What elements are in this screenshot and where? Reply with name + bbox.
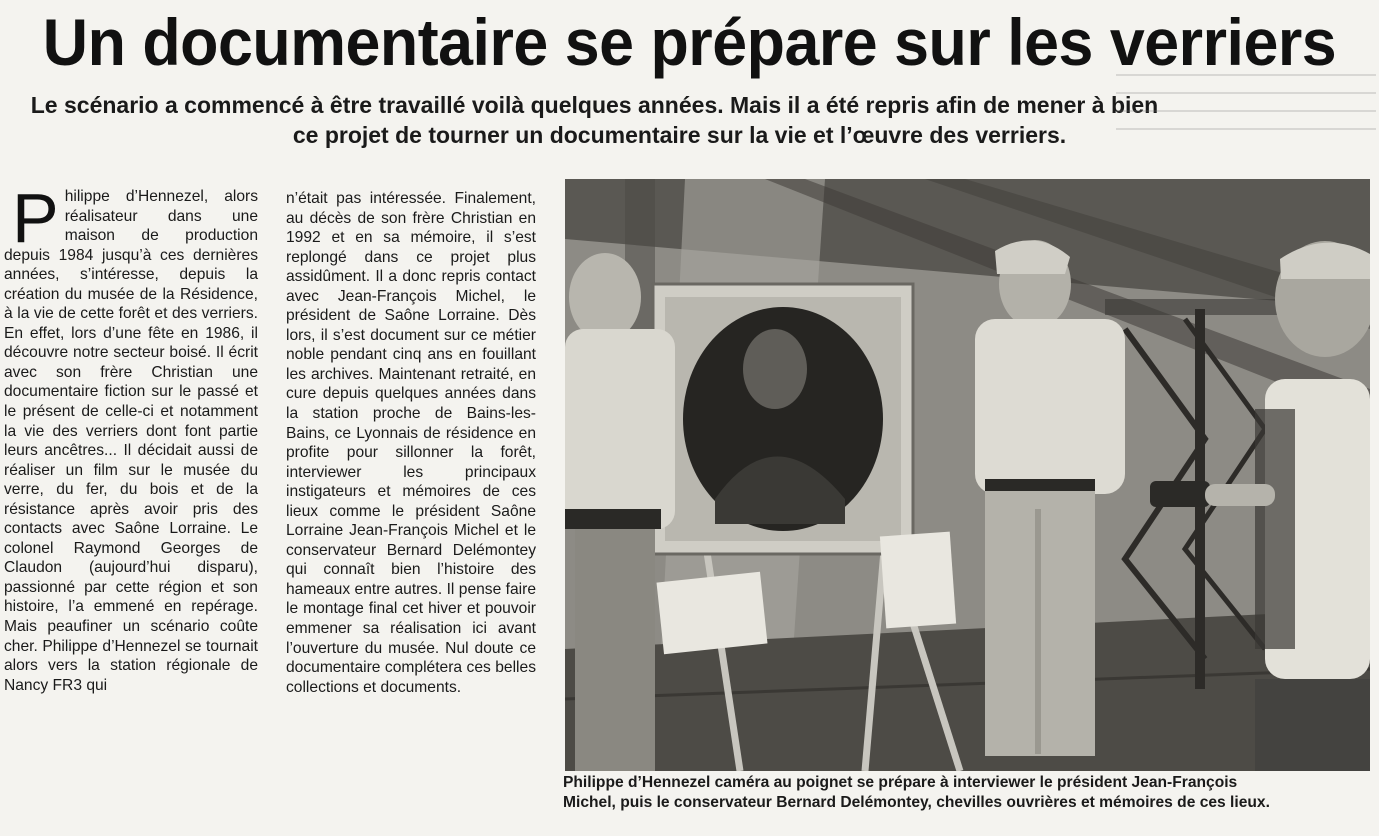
- photo-caption: [563, 773, 1375, 813]
- column-1-text: hilippe d’Hennezel, alors réalisateur dans une maison de production depuis 1984 jusqu’à ces dernières années, s’intéresse, depuis la création du musée de la Résidence, à la vie de cette forêt et des verriers. En effet, lors d’une fête en 1986, il découvre notre secteur boisé. Il écrit avec son frère Christian une documentaire fiction sur le passé et le présent de celle-ci et notamment la vie des verriers dont font partie leurs ancêtres... Il décidait aussi de réaliser un film sur le musée du verre, du fer, du bois et de la résistance après avoir pris des contacts avec Saône Lorraine. Le colonel Raymond Georges de Claudon (aujourd’hui disparu), passionné par cette région et son histoire, l’a emmené en repérage. Mais peaufiner un scénario coûte cher. Philippe d’Hennezel se tournait alors vers la station régionale de Nancy FR3 qui: [4, 188, 258, 694]
- article-column-1: [4, 179, 258, 695]
- bleed-through-texture: [1116, 62, 1376, 172]
- drop-cap: P: [12, 179, 59, 257]
- news-photo: [565, 179, 1370, 771]
- column-2-text: n’était pas intéressée. Finalement, au décès de son frère Christian en 1992 et en sa mémoire, il s’est replongé dans ce projet plus assidûment. Il a donc repris contact avec Jean-François Michel, le président de Saône Lorraine. Dès lors, il s’est document sur ce métier noble pendant cinq ans en fouillant les archives. Maintenant retraité, en cure depuis quelques années dans la station proche de Bains-les-Bains, ce Lyonnais de résidence en profite pour sillonner la forêt, interviewer les principaux instigateurs et mémoires de ces lieux comme le président Saône Lorraine Jean-François Michel et le conservateur Bernard Delémontey qui connaît bien l’histoire des hameaux entre autres. Il pense faire le montage final cet hiver et pouvoir emmener sa réalisation ici avant l’ouverture du musée. Nul doute ce documentaire complétera ces belles collections et documents.: [286, 190, 536, 696]
- article-column-2: [286, 189, 536, 697]
- caption-line-2: Michel, puis le conservateur Bernard Delémontey, chevilles ouvrières et mémoires de ces lieux.: [563, 794, 1270, 811]
- deck-line-1: Le scénario a commencé à être travaillé voilà quelques années. Mais il a été repris afin de mener à bien: [30, 92, 1159, 118]
- deck-line-2: ce projet de tourner un documentaire sur la vie et l’œuvre des verriers.: [292, 122, 1067, 148]
- headline: Un documentaire se prépare sur les verriers: [42, 5, 1337, 79]
- caption-line-1: Philippe d’Hennezel caméra au poignet se prépare à interviewer le président Jean-François: [563, 774, 1238, 791]
- photo-illustration: [565, 179, 1370, 771]
- article-paragraph-1: [4, 179, 258, 695]
